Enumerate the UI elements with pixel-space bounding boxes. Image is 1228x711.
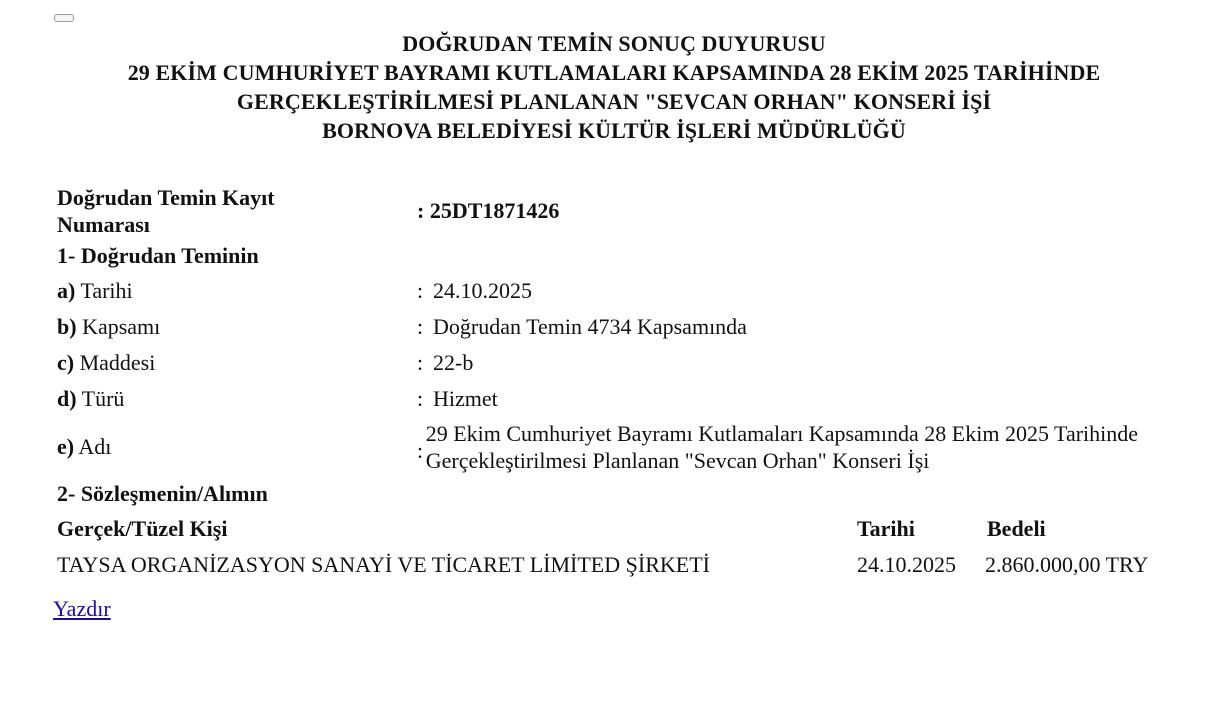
separator: : — [417, 438, 424, 463]
contract-amount: 2.860.000,00 TRY — [985, 552, 1149, 577]
detail-label: Adı — [78, 434, 112, 459]
detail-key: d) — [57, 386, 77, 411]
table-row — [57, 546, 1187, 584]
toggle-button[interactable] — [54, 14, 74, 22]
header-subtitle-line-1: 29 EKİM CUMHURİYET BAYRAMI KUTLAMALARI KAPSAMINDA 28 EKİM 2025 TARİHİNDE — [127, 60, 1101, 85]
detail-label: Kapsamı — [82, 314, 161, 339]
detail-label: Türü — [81, 386, 125, 411]
detail-row-scope — [57, 309, 1187, 345]
section-1-title: 1- Doğrudan Teminin — [57, 243, 259, 268]
contract-party: TAYSA ORGANİZASYON SANAYİ VE TİCARET LİMİTED ŞİRKETİ — [57, 552, 710, 577]
column-header-date: Tarihi — [857, 515, 915, 541]
column-header-party: Gerçek/Tüzel Kişi — [57, 515, 228, 541]
detail-key: c) — [57, 350, 75, 375]
print-link[interactable]: Yazdır — [53, 596, 111, 621]
header-subtitle-line-2: GERÇEKLEŞTİRİLMESİ PLANLANAN "SEVCAN ORHAN" KONSERİ İŞİ — [236, 89, 992, 114]
column-header-amount: Bedeli — [987, 515, 1046, 541]
detail-key: b) — [57, 314, 77, 339]
detail-value: Doğrudan Temin 4734 Kapsamında — [433, 314, 747, 339]
header-title: DOĞRUDAN TEMİN SONUÇ DUYURUSU — [402, 31, 826, 56]
detail-value: 24.10.2025 — [433, 278, 532, 303]
detail-key: e) — [57, 434, 75, 459]
contract-table-header — [57, 511, 1187, 546]
announcement-details — [57, 182, 1187, 584]
separator: : — [417, 278, 424, 303]
detail-row-name — [57, 417, 1187, 477]
registration-number-label: Doğrudan Temin Kayıt Numarası — [57, 184, 275, 237]
detail-value: 22-b — [433, 350, 474, 375]
header-institution: BORNOVA BELEDİYESİ KÜLTÜR İŞLERİ MÜDÜRLÜĞÜ — [322, 118, 906, 143]
detail-row-article — [57, 345, 1187, 381]
separator: : — [417, 350, 424, 375]
detail-row-type — [57, 381, 1187, 417]
detail-row-date — [57, 273, 1187, 309]
document-header — [0, 29, 1228, 145]
detail-key: a) — [57, 278, 76, 303]
registration-number-value: : 25DT1871426 — [417, 197, 560, 223]
registration-number-row — [57, 182, 1187, 239]
separator: : — [417, 314, 424, 339]
contract-date: 24.10.2025 — [857, 552, 956, 577]
separator: : — [417, 386, 424, 411]
detail-label: Maddesi — [79, 350, 156, 375]
detail-value: Hizmet — [433, 386, 498, 411]
section-2-title: 2- Sözleşmenin/Alımın — [57, 481, 268, 506]
detail-label: Tarihi — [80, 278, 133, 303]
detail-value: 29 Ekim Cumhuriyet Bayramı Kutlamaları Kapsamında 28 Ekim 2025 Tarihinde Gerçekleştirilmesi Planlanan "Sevcan Orhan" Konseri İşi — [425, 421, 1139, 473]
